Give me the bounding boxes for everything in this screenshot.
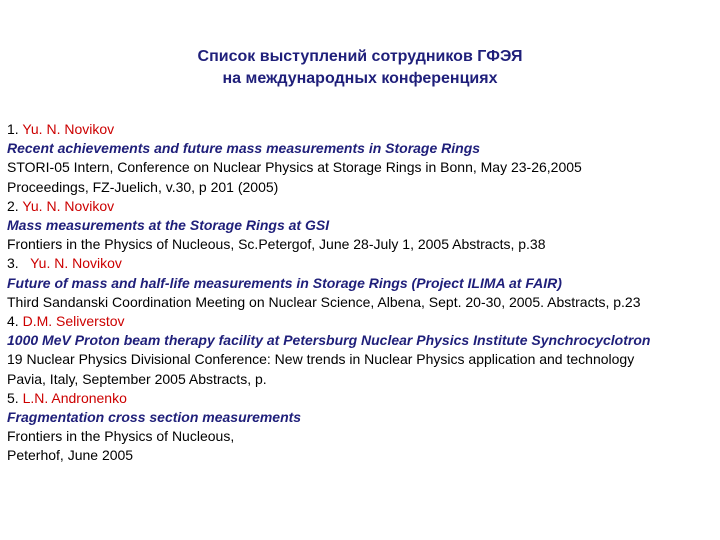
talk-entry bbox=[7, 312, 715, 389]
entry-number: 2. bbox=[7, 197, 19, 214]
entry-number: 3. bbox=[7, 255, 19, 272]
entry-author: Yu. N. Novikov bbox=[22, 121, 115, 137]
talk-entry bbox=[7, 389, 715, 466]
entry-author: D.M. Seliverstov bbox=[22, 313, 125, 330]
entry-header bbox=[7, 254, 715, 273]
entry-detail: Pavia, Italy, September 2005 Abstracts, p. bbox=[7, 370, 267, 387]
entry-title: Future of mass and half-life measurements in Storage Rings (Project ILIMA at FAIR) bbox=[7, 274, 562, 291]
talk-entry bbox=[7, 254, 715, 312]
entry-header bbox=[7, 197, 715, 216]
entry-author: Yu. N. Novikov bbox=[30, 255, 122, 272]
talk-entry bbox=[7, 120, 715, 197]
talk-entry bbox=[7, 197, 715, 255]
page-title-line1: Список выступлений сотрудников ГФЭЯ bbox=[197, 48, 523, 65]
entry-detail: STORI-05 Intern, Conference on Nuclear Physics at Storage Rings in Bonn, May 23-26,2005 bbox=[7, 159, 582, 176]
entry-header bbox=[7, 389, 715, 408]
entry-detail: Third Sandanski Coordination Meeting on Nuclear Science, Albena, Sept. 20-30, 2005. Abstracts, p.23 bbox=[7, 293, 641, 310]
entry-title: 1000 MeV Proton beam therapy facility at Petersburg Nuclear Physics Institute Synchrocyclotron bbox=[7, 332, 651, 349]
talk-list bbox=[7, 120, 715, 466]
entry-author: L.N. Andronenko bbox=[22, 389, 127, 406]
page-title bbox=[0, 46, 720, 90]
entry-title: Fragmentation cross section measurements bbox=[7, 409, 302, 426]
entry-detail: Frontiers in the Physics of Nucleous, Sc.Petergof, June 28-July 1, 2005 Abstracts, p.38 bbox=[7, 236, 546, 253]
entry-detail: Proceedings, FZ-Juelich, v.30, p 201 (2005) bbox=[7, 178, 279, 195]
entry-header bbox=[7, 120, 715, 139]
entry-detail: Peterhof, June 2005 bbox=[7, 447, 134, 464]
entry-author: Yu. N. Novikov bbox=[22, 197, 115, 214]
entry-header bbox=[7, 312, 715, 331]
entry-number: 1. bbox=[7, 121, 19, 137]
entry-number: 4. bbox=[7, 313, 19, 330]
entry-title: Recent achievements and future mass measurements in Storage Rings bbox=[7, 140, 481, 157]
entry-detail: 19 Nuclear Physics Divisional Conference: New trends in Nuclear Physics application and technology bbox=[7, 351, 635, 368]
entry-title: Mass measurements at the Storage Rings at GSI bbox=[7, 217, 330, 234]
page-title-line2: на международных конференциях bbox=[222, 70, 498, 87]
entry-number: 5. bbox=[7, 389, 19, 406]
entry-detail: Frontiers in the Physics of Nucleous, bbox=[7, 428, 235, 445]
